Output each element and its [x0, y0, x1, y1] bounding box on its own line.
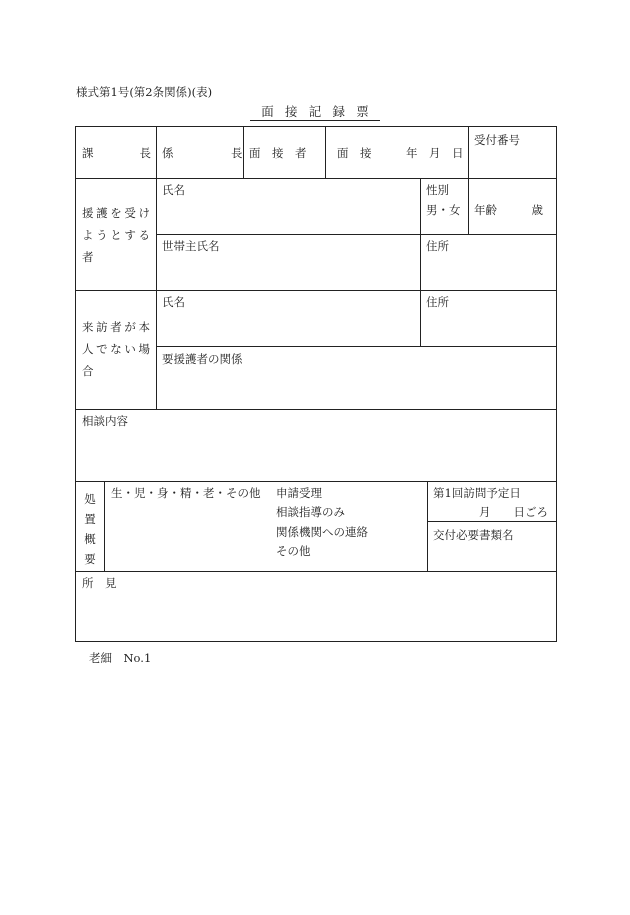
action-option: その他 [276, 544, 311, 558]
disposition-char: 置 [84, 512, 96, 526]
category-options: 生・児・身・精・老・その他 [111, 486, 261, 500]
findings-label: 所 見 [82, 576, 117, 590]
disposition-char: 要 [84, 552, 96, 566]
visitor-relation-label: 要援護者の関係 [162, 352, 243, 366]
form-title-text: 面接記録票 [250, 104, 380, 121]
row-divider [76, 571, 556, 572]
interviewer-cell: 面 接 者 [249, 146, 307, 160]
household-head-label: 世帯主氏名 [162, 239, 220, 253]
disposition-char: 概 [84, 532, 96, 546]
visitor-name-label: 氏名 [162, 295, 185, 309]
first-visit-label: 第1回訪問予定日 [433, 486, 521, 500]
row-divider [76, 409, 556, 410]
visitor-address-label: 住所 [426, 295, 449, 309]
visitor-label-line: 人でない場 [82, 342, 150, 356]
applicant-name-label: 氏名 [162, 183, 185, 197]
interview-date-cell: 面 接 年 月 日 [337, 146, 464, 160]
column-divider [468, 127, 469, 234]
row-divider [76, 290, 556, 291]
row-divider [76, 178, 556, 179]
subsection-chief-cell: 係 長 [162, 146, 243, 160]
column-divider [325, 127, 326, 178]
column-divider [104, 481, 105, 571]
applicant-label-line: 援護を受け [82, 206, 150, 220]
footer-code: 老細 No.1 [89, 651, 152, 665]
column-divider [420, 178, 421, 346]
gender-options: 男・女 [426, 203, 461, 217]
age-label: 年齢 歳 [474, 203, 543, 217]
visitor-section-label [82, 316, 150, 382]
applicant-label-line: ようとする [82, 228, 150, 242]
action-option: 相談指導のみ [276, 505, 345, 519]
form-title [0, 102, 630, 120]
visitor-label-line: 合 [82, 364, 94, 378]
action-option: 関係機関への連絡 [276, 525, 368, 539]
row-divider [156, 234, 556, 235]
visit-date-label: 月 日ごろ [479, 505, 548, 519]
disposition-label [83, 489, 97, 569]
applicant-section-label [82, 202, 150, 268]
consultation-label: 相談内容 [82, 414, 128, 428]
section-chief-cell: 課 長 [82, 146, 151, 160]
disposition-char: 処 [84, 492, 96, 506]
column-divider [243, 127, 244, 178]
record-form-table [75, 126, 557, 642]
row-divider [427, 521, 556, 522]
applicant-address-label: 住所 [426, 239, 449, 253]
row-divider [156, 346, 556, 347]
required-documents-label: 交付必要書類名 [433, 528, 514, 542]
form-number-label: 様式第1号(第2条関係)(表) [76, 85, 213, 99]
column-divider [156, 127, 157, 409]
action-option: 申請受理 [276, 486, 322, 500]
visitor-label-line: 来訪者が本 [82, 320, 150, 334]
row-divider [76, 481, 556, 482]
gender-label: 性別 [426, 183, 449, 197]
column-divider [427, 481, 428, 571]
receipt-number-label: 受付番号 [474, 133, 520, 147]
applicant-label-line: 者 [82, 250, 94, 264]
